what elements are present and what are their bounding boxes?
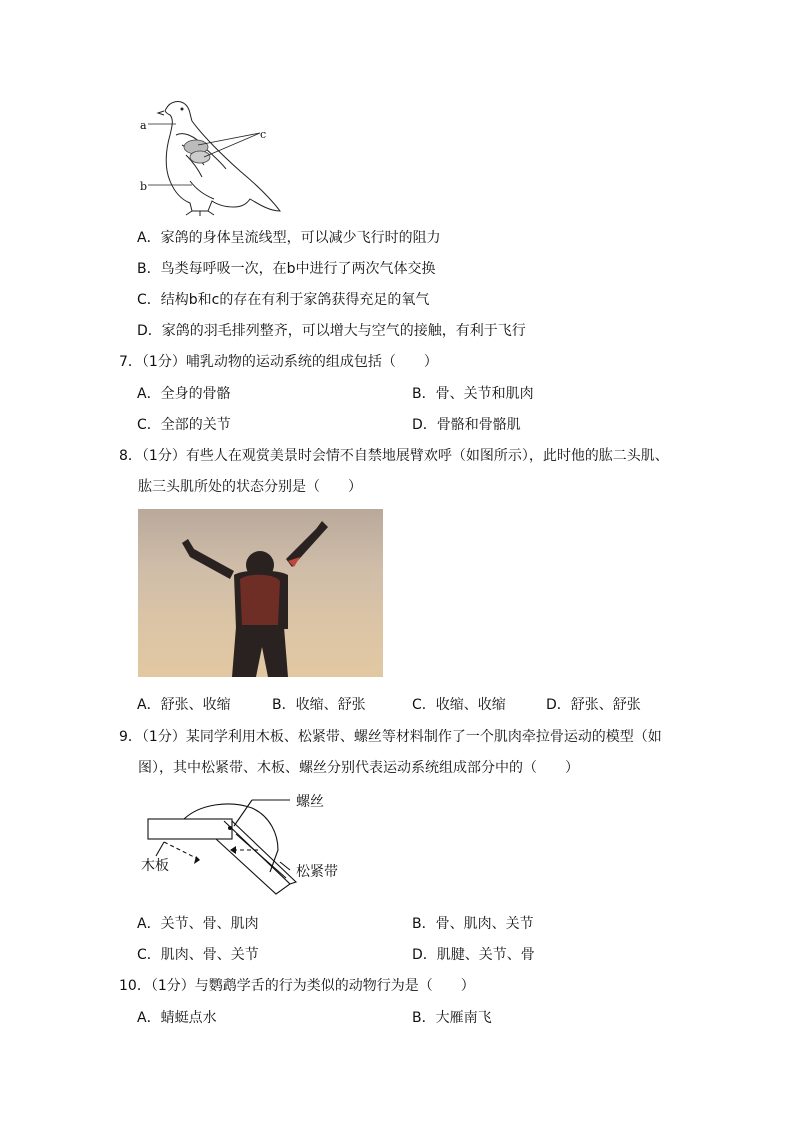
pigeon-diagram	[130, 95, 290, 217]
q7-option-c: C．全部的关节	[137, 417, 231, 433]
q8-option-a: A．舒张、收缩	[137, 697, 231, 713]
q9-option-b: B．骨、肌肉、关节	[412, 916, 534, 932]
pigeon-label-a: a	[140, 119, 147, 132]
pigeon-label-b: b	[140, 180, 148, 193]
muscle-model-diagram	[140, 790, 370, 900]
q6-option-b: B．鸟类每呼吸一次，在b中进行了两次气体交换	[137, 261, 436, 277]
model-label-screw: 螺丝	[296, 794, 324, 810]
q7-option-a: A．全身的骨骼	[137, 386, 231, 402]
pigeon-label-c: c	[260, 128, 267, 141]
q7-option-d: D．骨骼和骨骼肌	[412, 417, 521, 433]
q10-option-a: A．蜻蜓点水	[137, 1010, 217, 1026]
q8-option-b: B．收缩、舒张	[272, 697, 366, 713]
q8-stem-line1: 8．（1分）有些人在观赏美景时会情不自禁地展臂欢呼（如图所示），此时他的肱二头肌、	[119, 448, 669, 464]
q9-stem-line1: 9．（1分）某同学利用木板、松紧带、螺丝等材料制作了一个肌肉牵拉骨运动的模型（如	[119, 729, 662, 745]
q8-option-c: C．收缩、收缩	[412, 697, 506, 713]
q7-stem: 7．（1分）哺乳动物的运动系统的组成包括（ ）	[119, 354, 438, 370]
q6-option-c: C．结构b和c的存在有利于家鸽获得充足的氧气	[137, 292, 430, 308]
q9-option-a: A．关节、骨、肌肉	[137, 916, 259, 932]
q6-option-d: D．家鸽的羽毛排列整齐，可以增大与空气的接触，有利于飞行	[137, 323, 526, 339]
q9-stem-line2: 图），其中松紧带、木板、螺丝分别代表运动系统组成部分中的（ ）	[138, 760, 579, 776]
q8-stem-line2: 肱三头肌所处的状态分别是（ ）	[138, 479, 362, 495]
q9-option-c: C．肌肉、骨、关节	[137, 947, 259, 963]
q6-option-a: A．家鸽的身体呈流线型，可以减少飞行时的阻力	[137, 230, 441, 246]
model-label-board: 木板	[141, 858, 169, 874]
q9-option-d: D．肌腱、关节、骨	[412, 947, 535, 963]
cheering-person-photo	[138, 509, 383, 677]
q7-option-b: B．骨、关节和肌肉	[412, 386, 534, 402]
q10-option-b: B．大雁南飞	[412, 1010, 492, 1026]
q8-option-d: D．舒张、舒张	[546, 697, 641, 713]
q10-stem: 10．（1分）与鹦鹉学舌的行为类似的动物行为是（ ）	[119, 978, 475, 994]
model-label-band: 松紧带	[296, 864, 338, 880]
